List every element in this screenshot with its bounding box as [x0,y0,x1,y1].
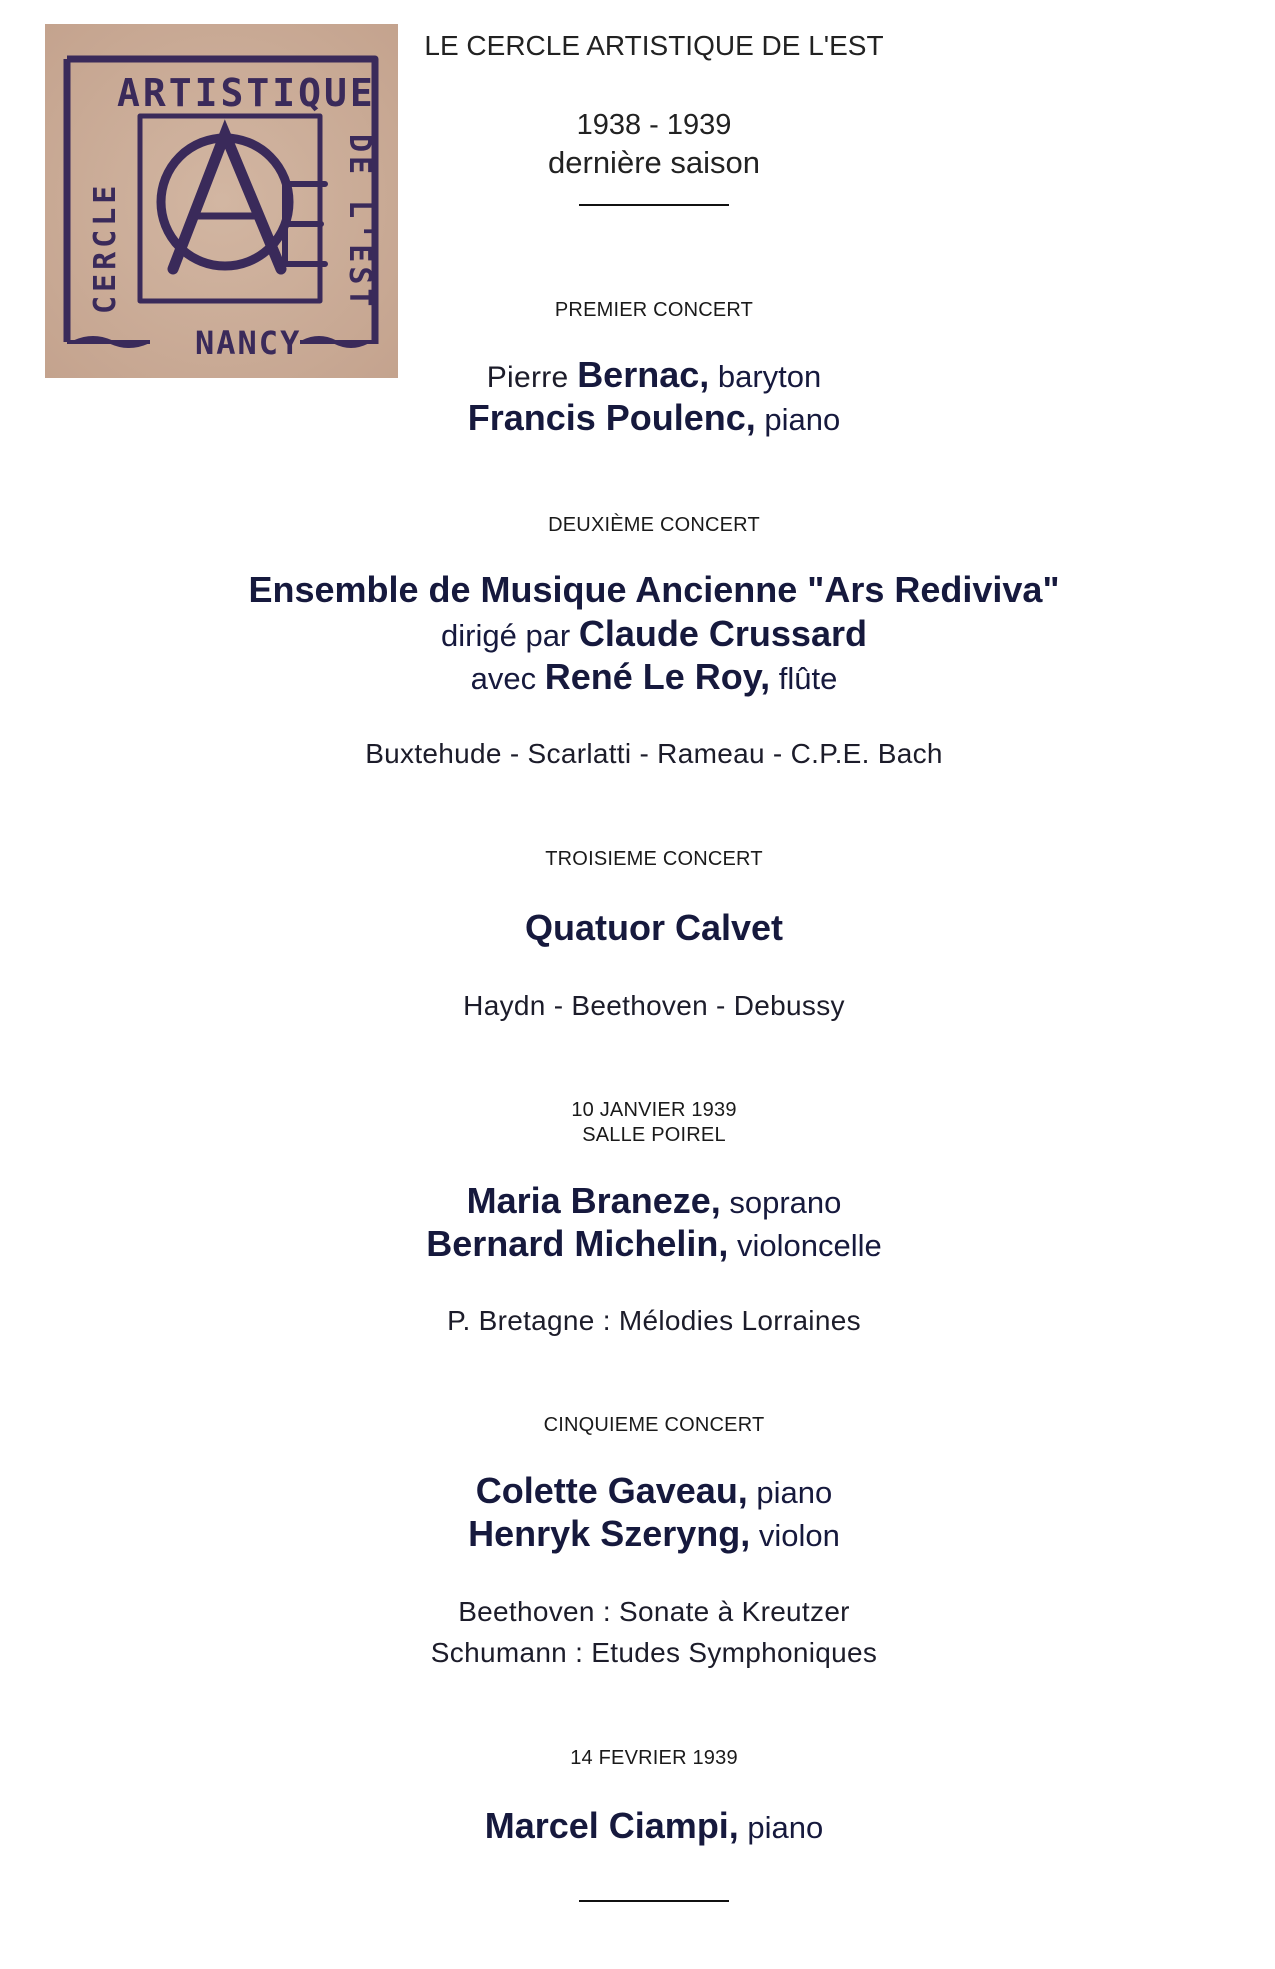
performer-name: Francis Poulenc, [467,397,756,438]
svg-text:NANCY: NANCY [195,324,302,362]
performer-name: Bernac, [577,354,710,395]
performer-name: Maria Braneze, [466,1180,721,1221]
concert-1-performer-2 [0,397,1275,439]
conductor-prefix: dirigé par [441,618,579,653]
season-years: 1938 - 1939 [576,109,732,141]
performer-name: Marcel Ciampi, [484,1805,739,1846]
concert-3-program: Haydn - Beethoven - Debussy [463,990,845,1021]
concert-5-performer-1 [0,1470,1275,1512]
performer-role: piano [755,402,841,437]
header-divider [579,204,729,206]
concert-1-heading: PREMIER CONCERT [554,299,754,321]
performer-name: Bernard Michelin, [426,1223,729,1264]
concert-4-date: 10 JANVIER 1939 [571,1099,737,1121]
concert-6-date: 14 FEVRIER 1939 [570,1747,738,1769]
performer-name: Colette Gaveau, [475,1470,748,1511]
cercle-artistique-stamp-logo [45,24,398,378]
concert-5-program-2: Schumann : Etudes Symphoniques [430,1637,878,1668]
ensemble-name: Quatuor Calvet [524,907,784,948]
concert-3-heading: TROISIEME CONCERT [545,848,763,870]
concert-2-heading: DEUXIÈME CONCERT [548,514,760,536]
performer-role: piano [738,1810,824,1845]
concert-1-performer-1 [0,354,1275,396]
performer-prefix: Pierre [486,361,578,394]
performer-role: violon [750,1518,840,1553]
concert-2-ensemble [0,569,1275,611]
concert-5-performer-2 [0,1513,1275,1555]
concert-2-program: Buxtehude - Scarlatti - Rameau - C.P.E. Bach [365,738,943,769]
page-title: LE CERCLE ARTISTIQUE DE L'EST [424,30,884,61]
concert-5-program-1: Beethoven : Sonate à Kreutzer [458,1596,850,1627]
concert-3-ensemble [0,907,1275,949]
svg-text:ARTISTIQUE: ARTISTIQUE [117,71,376,115]
performer-name: Henryk Szeryng, [468,1513,751,1554]
concert-6-performer-1 [0,1805,1275,1847]
concert-2-conductor [0,613,1275,655]
performer-role: soprano [720,1185,842,1220]
soloist-prefix: avec [470,661,545,696]
performer-role: piano [747,1475,833,1510]
conductor-name: Claude Crussard [578,613,867,654]
concert-2-soloist [0,656,1275,698]
performer-role: violoncelle [728,1228,882,1263]
concert-4-venue: SALLE POIREL [582,1124,726,1146]
concert-4-performer-2 [0,1223,1275,1265]
concert-4-program: P. Bretagne : Mélodies Lorraines [447,1305,861,1336]
performer-role: baryton [709,359,822,394]
ensemble-name: Ensemble de Musique Ancienne "Ars Rediviva" [248,569,1060,610]
footer-divider [579,1900,729,1902]
concert-4-performer-1 [0,1180,1275,1222]
soloist-name: René Le Roy, [544,656,771,697]
concert-5-heading: CINQUIEME CONCERT [543,1414,765,1436]
svg-text:DE L'EST: DE L'EST [342,134,377,311]
soloist-role: flûte [770,661,838,696]
season-subtitle: dernière saison [548,145,760,180]
svg-text:CERCLE: CERCLE [88,181,123,314]
